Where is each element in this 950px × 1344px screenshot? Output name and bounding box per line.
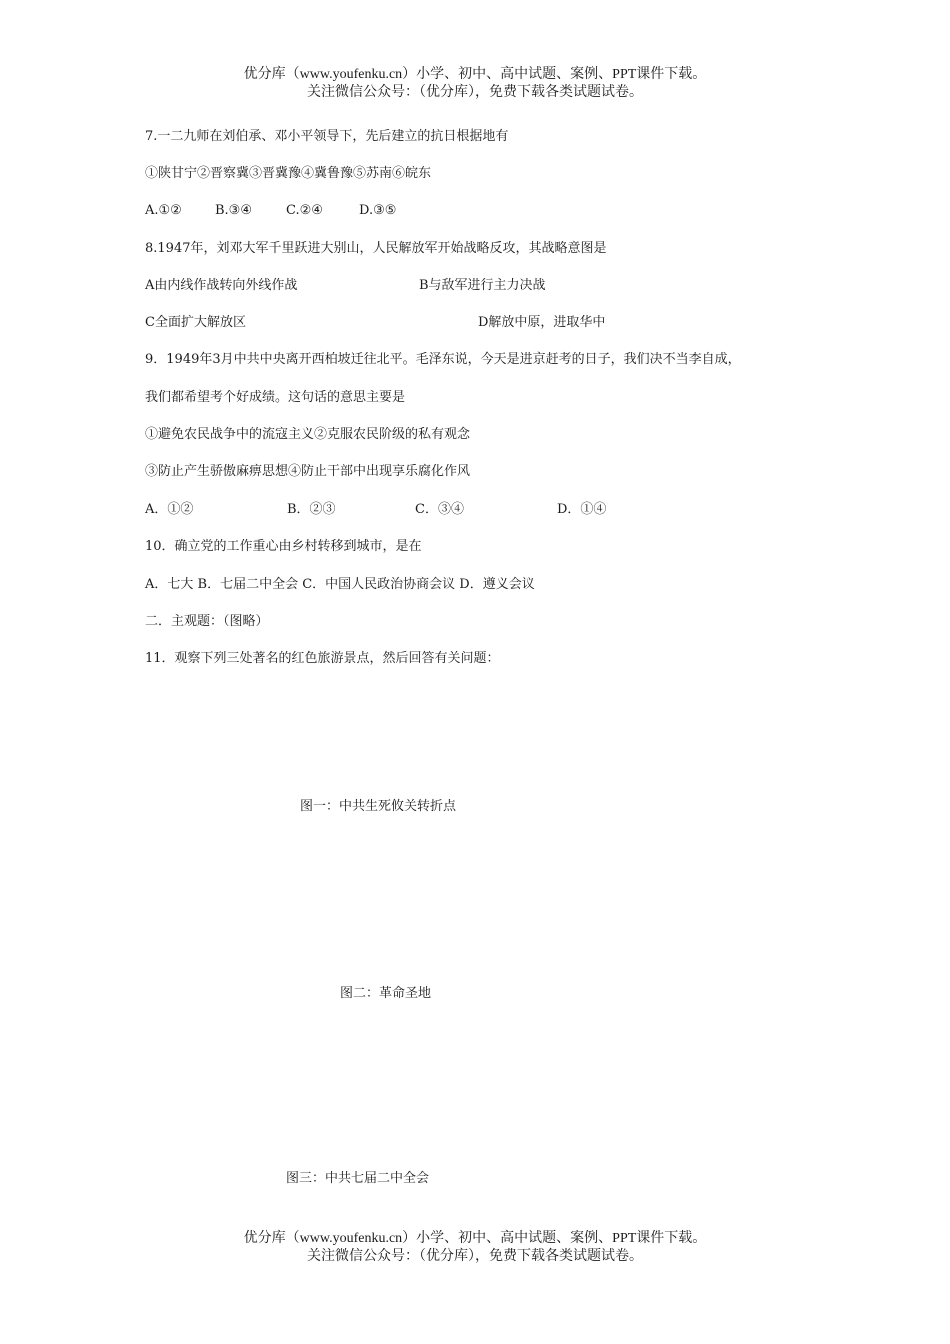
- q10-stem: 10．确立党的工作重心由乡村转移到城市，是在: [145, 539, 422, 554]
- q9-items-line-2: ③防止产生骄傲麻痹思想④防止干部中出现享乐腐化作风: [145, 464, 471, 479]
- q7-option-d: D.③⑤: [359, 203, 397, 218]
- q9-option-b: B．②③: [287, 502, 336, 517]
- q7-option-c: C.②④: [286, 203, 323, 218]
- header-line-1: 优分库（www.youfenku.cn）小学、初中、高中试题、案例、PPT课件下载。: [243, 67, 707, 82]
- page-footer: [0, 1230, 950, 1266]
- q7-option-a: A.①②: [145, 203, 182, 218]
- page-header: [0, 66, 950, 102]
- footer-line-1: 优分库（www.youfenku.cn）小学、初中、高中试题、案例、PPT课件下载。: [243, 1231, 707, 1246]
- q7-option-b: B.③④: [215, 203, 252, 218]
- q11-stem: 11．观察下列三处著名的红色旅游景点，然后回答有关问题：: [145, 651, 500, 666]
- q9-stem-line-2: 我们都希望考个好成绩。这句话的意思主要是: [145, 390, 406, 405]
- q8-option-b: B与敌军进行主力决战: [419, 278, 546, 293]
- figure-2-caption: 图二：革命圣地: [340, 986, 432, 1001]
- q9-items-line-1: ①避免农民战争中的流寇主义②克服农民阶级的私有观念: [145, 427, 471, 442]
- q7-items: ①陕甘宁②晋察冀③晋冀豫④冀鲁豫⑤苏南⑥皖东: [145, 166, 432, 181]
- footer-line-2: 关注微信公众号：（优分库），免费下载各类试题试卷。: [307, 1249, 643, 1264]
- q9-option-a: A．①②: [145, 502, 194, 517]
- q9-option-d: D．①④: [557, 502, 607, 517]
- figure-1-caption: 图一：中共生死攸关转折点: [300, 799, 457, 814]
- figure-3-caption: 图三：中共七届二中全会: [286, 1171, 430, 1186]
- q8-stem: 8.1947年，刘邓大军千里跃进大别山，人民解放军开始战略反攻，其战略意图是: [145, 241, 607, 256]
- q10-options: A．七大 B．七届二中全会 C．中国人民政治协商会议 D．遵义会议: [145, 577, 535, 592]
- header-line-2: 关注微信公众号：（优分库），免费下载各类试题试卷。: [307, 85, 643, 100]
- q7-stem: 7.一二九师在刘伯承、邓小平领导下，先后建立的抗日根据地有: [145, 129, 509, 144]
- q9-option-c: C．③④: [415, 502, 464, 517]
- q8-option-c: C全面扩大解放区: [145, 315, 246, 330]
- q8-option-a: A由内线作战转向外线作战: [145, 278, 298, 293]
- q8-option-d: D解放中原，进取华中: [478, 315, 606, 330]
- section-2-heading: 二．主观题：（图略）: [145, 614, 269, 629]
- q9-stem-line-1: 9．1949年3月中共中央离开西柏坡迁往北平。毛泽东说，今天是进京赶考的日子，我们决不当李自成，: [145, 352, 741, 367]
